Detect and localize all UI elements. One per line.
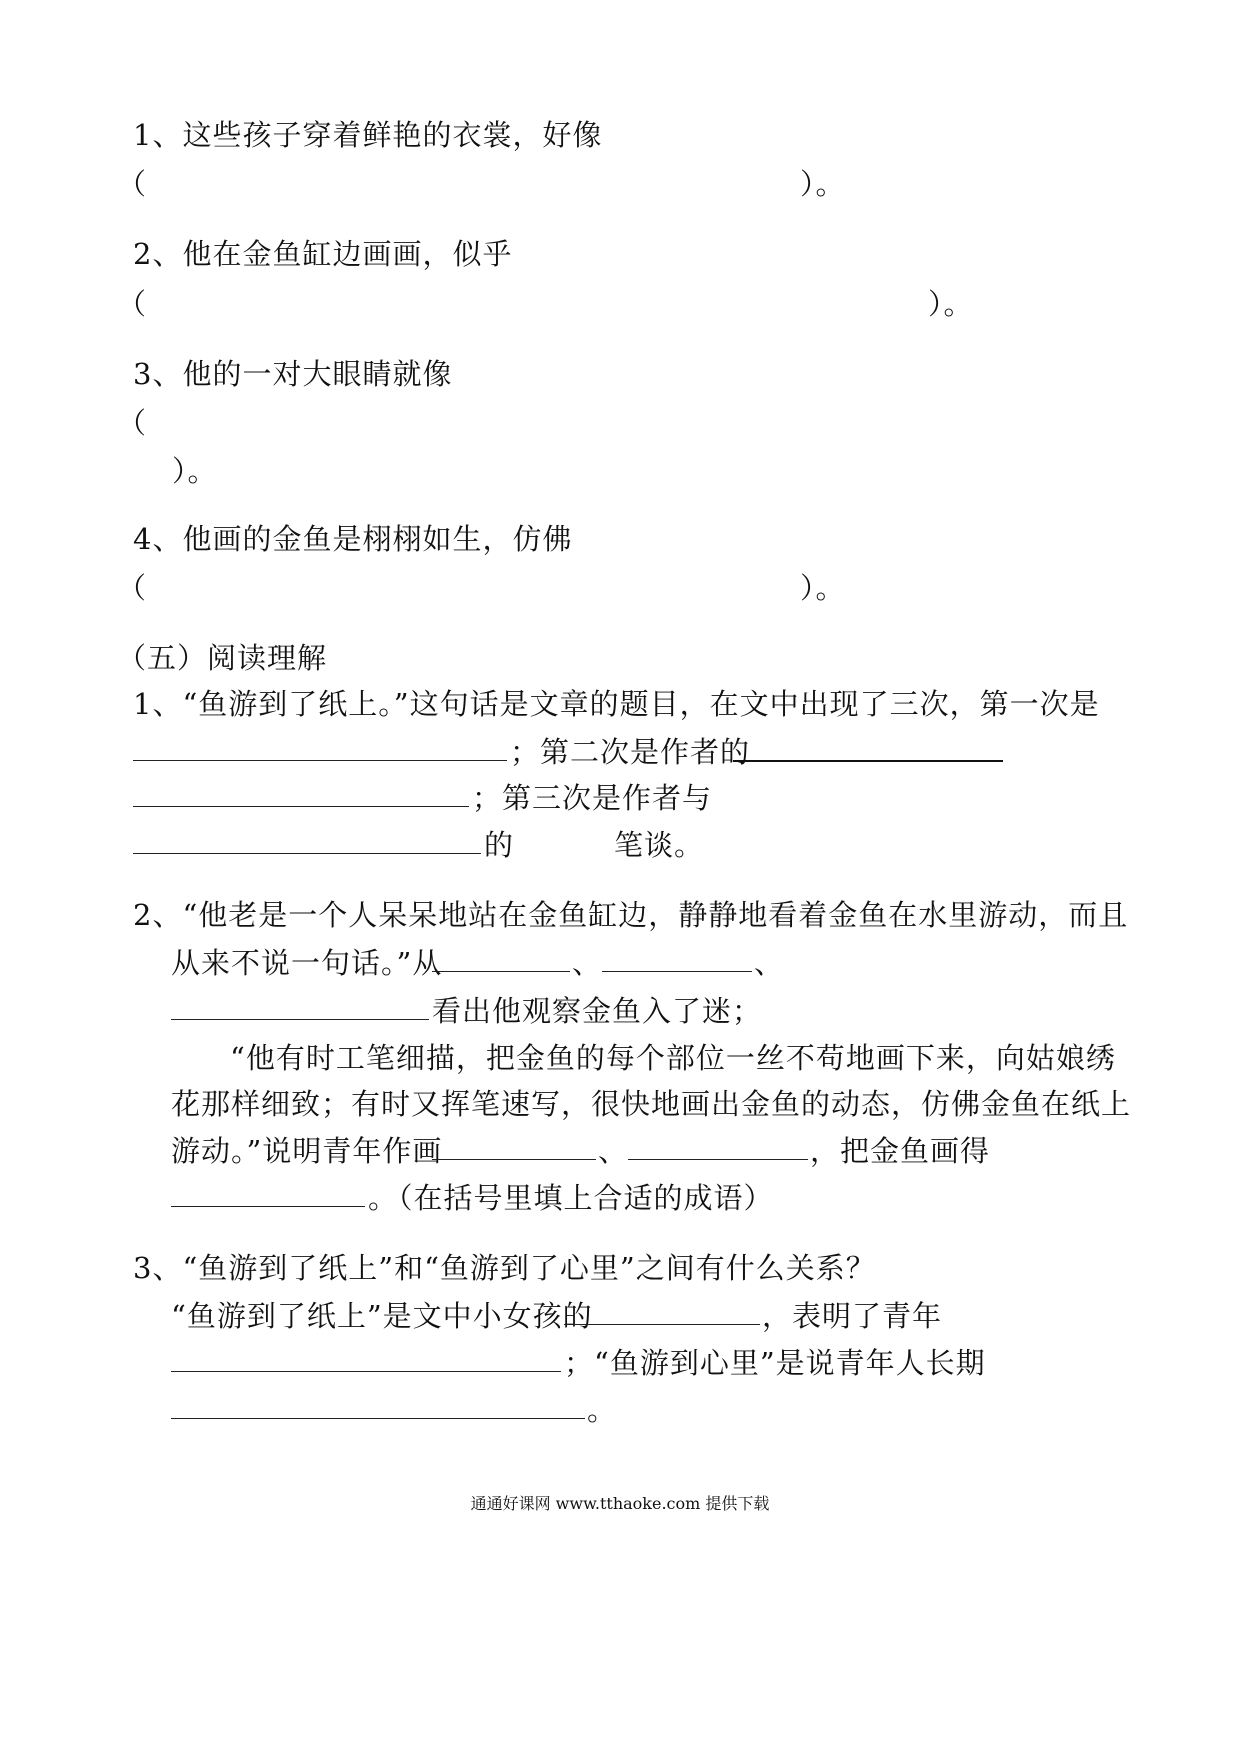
q5-1-line3-text: ；第三次是作者与	[472, 781, 713, 815]
q5-3-blank-1[interactable]	[564, 1324, 760, 1325]
q5-2-blank-5[interactable]	[628, 1159, 808, 1160]
q5-1-line4-bitan: 笔谈。	[614, 828, 705, 862]
q5-1-line1: 1、“鱼游到了纸上。”这句话是文章的题目，在文中出现了三次，第一次是	[133, 687, 1100, 721]
q5-1-blank-first[interactable]	[133, 760, 507, 761]
q5-1-blank-third[interactable]	[133, 853, 481, 854]
q4-item4-close-paren: ）。	[800, 571, 846, 605]
q5-2-line4: “他有时工笔细描，把金鱼的每个部位一丝不苟地画下来，向姑娘绣	[230, 1041, 1116, 1075]
q5-1-blank-second[interactable]	[733, 760, 1003, 762]
q5-2-blank-3[interactable]	[171, 1019, 429, 1020]
q5-3-line4: 。	[587, 1393, 618, 1427]
q5-3-line1: 3、“鱼游到了纸上”和“鱼游到了心里”之间有什么关系？	[133, 1251, 876, 1285]
q5-2-line6-text: 游动。”说明青年作画	[171, 1134, 443, 1168]
q5-3-line3: ；“鱼游到心里”是说青年人长期	[564, 1346, 986, 1380]
q4-item4-stem: 4、他画的金鱼是栩栩如生，仿佛	[133, 522, 573, 556]
q4-item3-open-paren: （	[117, 406, 148, 440]
q5-1-blank-second-cont[interactable]	[133, 806, 469, 807]
q4-item2-close-paren: ）。	[928, 287, 974, 321]
q5-2-line2-sep2: 、	[754, 946, 785, 980]
q4-item1-close-paren: ）。	[800, 167, 846, 201]
q4-item2-open-paren: （	[117, 287, 148, 321]
q5-2-line6-end: ，把金鱼画得	[810, 1134, 991, 1168]
q4-item3-close-paren: ）。	[172, 454, 218, 488]
q5-2-line2-text: 从来不说一句话。”从	[171, 946, 443, 980]
q4-item3-stem: 3、他的一对大眼睛就像	[133, 357, 453, 391]
q5-2-line2-sep1: 、	[572, 946, 603, 980]
q5-2-line7: 。（在括号里填上合适的成语）	[368, 1181, 774, 1215]
q5-2-blank-2[interactable]	[602, 971, 752, 972]
q4-item2-stem: 2、他在金鱼缸边画画，似乎	[133, 237, 513, 271]
q5-3-line2-end: ，表明了青年	[762, 1299, 943, 1333]
q5-2-blank-6[interactable]	[171, 1206, 365, 1207]
section5-heading: （五）阅读理解	[117, 641, 328, 675]
page-footer: 通通好课网 www.tthaoke.com 提供下载	[470, 1494, 770, 1513]
q5-2-line6-sep: 、	[598, 1134, 629, 1168]
q5-1-line4-de: 的	[484, 828, 515, 862]
q5-3-blank-2[interactable]	[171, 1371, 561, 1372]
q5-3-line2-text: “鱼游到了纸上”是文中小女孩的	[171, 1299, 593, 1333]
q5-2-line1: 2、“他老是一个人呆呆地站在金鱼缸边，静静地看着金鱼在水里游动，而且	[133, 898, 1129, 932]
q4-item1-stem: 1、这些孩子穿着鲜艳的衣裳，好像	[133, 118, 603, 152]
q5-2-blank-4[interactable]	[432, 1159, 596, 1160]
q4-item1-open-paren: （	[117, 167, 148, 201]
q5-2-line3: 看出他观察金鱼入了迷；	[432, 994, 763, 1028]
q5-1-line2-text: ；第二次是作者的	[510, 735, 751, 769]
q4-item4-open-paren: （	[117, 571, 148, 605]
q5-2-blank-1[interactable]	[432, 971, 570, 972]
q5-2-line5: 花那样细致；有时又挥笔速写，很快地画出金鱼的动态，仿佛金鱼在纸上	[171, 1087, 1132, 1121]
q5-3-blank-3[interactable]	[171, 1418, 585, 1419]
